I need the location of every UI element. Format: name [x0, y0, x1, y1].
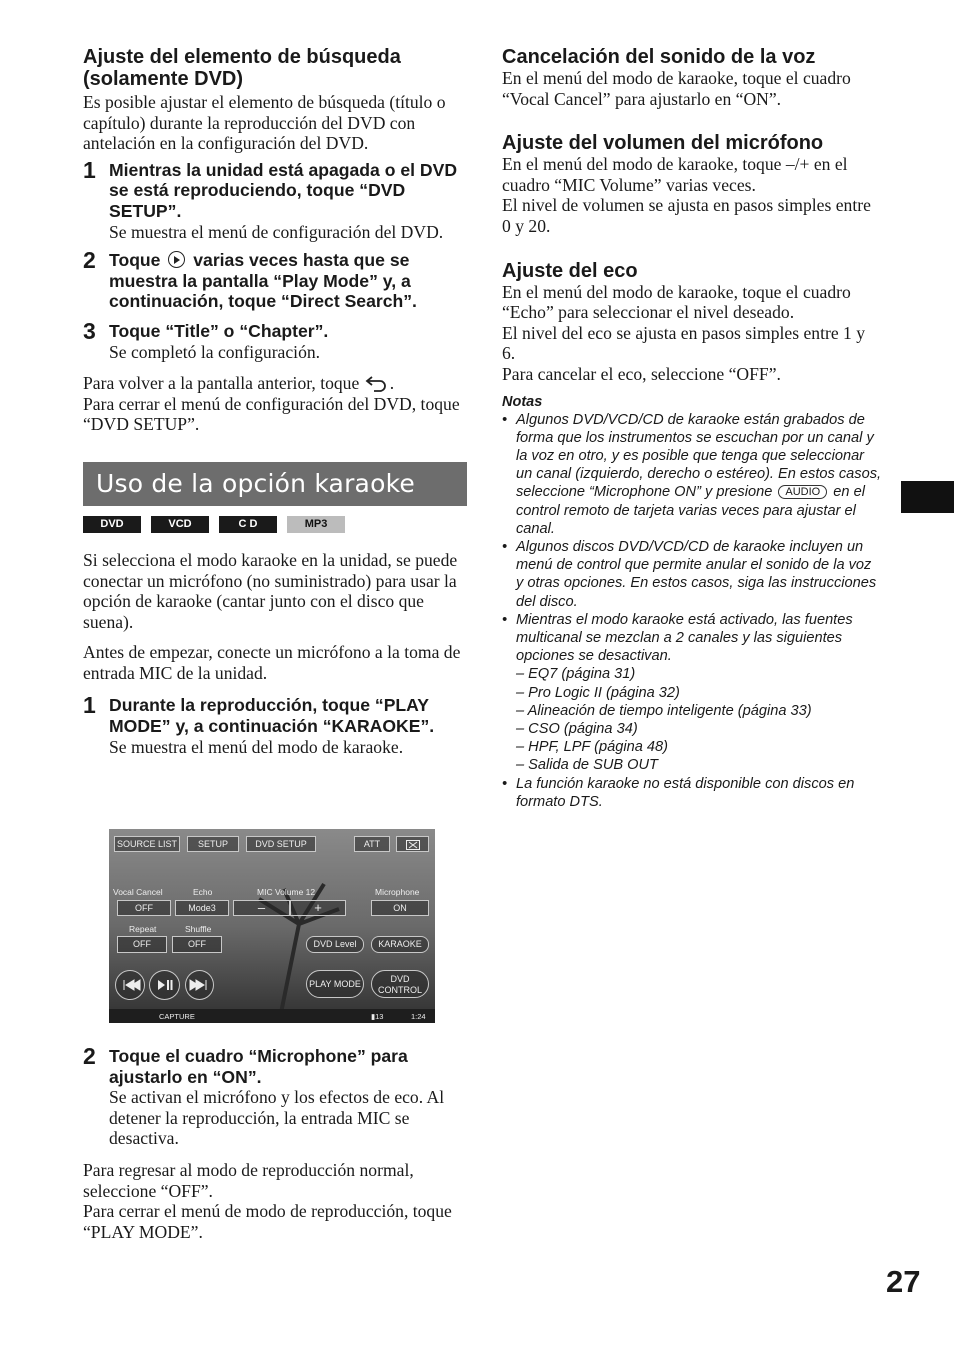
note-subitem: – Salida de SUB OUT: [516, 757, 658, 774]
repeat-button[interactable]: OFF: [117, 936, 167, 953]
mic-volume-minus-button[interactable]: –: [233, 900, 290, 916]
return-normal-instruction: Para regresar al modo de reproducción normal, seleccione “OFF”.: [83, 1159, 414, 1201]
play-mode-button[interactable]: PLAY MODE: [306, 970, 364, 998]
badge-mp3: MP3: [287, 516, 345, 533]
close-button[interactable]: [396, 836, 429, 852]
step-title-part: Toque: [109, 250, 161, 271]
karaoke-step-2: [83, 1043, 467, 1149]
play-pause-icon: [150, 971, 179, 999]
badge-dvd: DVD: [83, 516, 141, 533]
microphone-button[interactable]: ON: [371, 900, 429, 916]
note-item: [502, 611, 882, 666]
shuffle-button[interactable]: OFF: [172, 936, 222, 953]
left-column: [83, 46, 467, 757]
back-instruction: [83, 373, 467, 394]
step-number: 3: [83, 317, 96, 344]
note-subitem: – EQ7 (página 31): [516, 666, 636, 683]
bullet: •: [502, 775, 508, 792]
echo-text-2: El nivel del eco se ajusta en pasos simples entre 1 y 6.: [502, 322, 866, 364]
dvd-setup-button[interactable]: DVD SETUP: [246, 836, 316, 852]
echo-text-3: Para cancelar el eco, seleccione “OFF”.: [502, 363, 781, 384]
mic-volume-label: [257, 887, 315, 897]
source-list-button[interactable]: SOURCE LIST: [114, 836, 180, 852]
page-number: 27: [886, 1264, 921, 1299]
play-icon: [168, 251, 185, 268]
step-desc: Se muestra el menú del modo de karaoke.: [109, 736, 404, 757]
mic-volume-plus-button[interactable]: +: [290, 900, 346, 916]
dvd-control-button[interactable]: DVD CONTROL: [371, 970, 429, 998]
microphone-label: Microphone: [375, 887, 420, 897]
note-text: Algunos discos DVD/VCD/CD de karaoke incluyen un menú de control que permite anular el sonido de la voz y otras opciones. En estos casos, siga las instrucciones del disco.: [516, 538, 877, 610]
karaoke-step-1: [83, 692, 467, 757]
track-number: ▮13: [371, 1012, 384, 1021]
track-number-value: 13: [375, 1012, 384, 1021]
karaoke-mic-prep: Antes de empezar, conecte un micrófono a la toma de entrada MIC de la unidad.: [83, 642, 461, 683]
note-text: Algunos DVD/VCD/CD de karaoke están grabados de forma que los instrumentos se escuchan por un canal y la voz en otro, y es posible que tenga que seleccionar un canal (izquierdo, derecho o estéreo). En estos casos, seleccione “Microphone ON” y presione: [516, 411, 882, 501]
right-column: [502, 46, 882, 811]
bullet: •: [502, 611, 508, 628]
step-desc: Se muestra el menú de configuración del DVD.: [109, 221, 444, 242]
echo-text-1: En el menú del modo de karaoke, toque el cuadro “Echo” para seleccionar el nivel deseado.: [502, 281, 851, 323]
note-subitem: – Alineación de tiempo inteligente (página 33): [516, 702, 812, 719]
att-button[interactable]: ATT: [354, 836, 390, 852]
close-play-mode-instruction: Para cerrar el menú de modo de reproducción, toque “PLAY MODE”.: [83, 1201, 452, 1242]
step-3: [83, 317, 467, 362]
heading-echo: Ajuste del eco: [502, 259, 638, 282]
step-number: 1: [83, 156, 96, 183]
repeat-label: Repeat: [129, 924, 157, 934]
skip-back-icon: [116, 971, 144, 999]
search-item-intro: Es posible ajustar el elemento de búsqueda (título o capítulo) durante la reproducción del DVD con antelación en la configuración del DVD.: [83, 92, 446, 154]
vocal-cancel-button[interactable]: OFF: [117, 900, 171, 916]
step-title: Mientras la unidad está apagada o el DVD se está reproduciendo, toque “DVD SETUP”.: [109, 159, 458, 221]
note-subitem: – Pro Logic II (página 32): [516, 684, 680, 701]
dvd-level-button[interactable]: DVD Level: [306, 936, 364, 953]
karaoke-intro: Si selecciona el modo karaoke en la unidad, se puede conectar un micrófono (no suministrado) para usar la opción de karaoke (cantar junto con el disco que suena).: [83, 549, 458, 632]
heading-mic-volume: Ajuste del volumen del micrófono: [502, 132, 824, 155]
audio-key-label: AUDIO: [778, 485, 827, 499]
note-item: [502, 411, 882, 538]
step-number: 2: [83, 247, 96, 274]
step-number: 2: [83, 1043, 96, 1069]
next-button[interactable]: [185, 970, 214, 1000]
close-icon: [406, 840, 420, 850]
bullet: •: [502, 411, 508, 428]
note-item: [502, 538, 882, 611]
notes-title: Notas: [502, 393, 543, 410]
karaoke-button[interactable]: KARAOKE: [371, 936, 429, 953]
step-desc: Se completó la configuración.: [109, 341, 321, 362]
note-text: La función karaoke no está disponible con discos en formato DTS.: [516, 775, 855, 810]
step-1: [83, 156, 467, 242]
step-2: [83, 247, 467, 312]
setup-button[interactable]: SETUP: [187, 836, 239, 852]
note-text: Mientras el modo karaoke está activado, las fuentes multicanal se mezclan a 2 canales y las siguientes opciones se desactivan.: [516, 611, 853, 665]
vocal-cancel-text: En el menú del modo de karaoke, toque el cuadro “Vocal Cancel” para ajustarlo en “ON”.: [502, 68, 851, 109]
heading-vocal-cancel: Cancelación del sonido de la voz: [502, 46, 816, 68]
bullet: •: [502, 538, 508, 555]
section-banner-karaoke: Uso de la opción karaoke: [83, 462, 467, 506]
badge-vcd: VCD: [151, 516, 209, 533]
step-title: [109, 250, 467, 312]
capture-label[interactable]: CAPTURE: [159, 1012, 195, 1021]
vocal-cancel-label: Vocal Cancel: [113, 887, 163, 897]
play-pause-button[interactable]: [149, 970, 180, 1000]
mic-volume-text-2: El nivel de volumen se ajusta en pasos simples entre 0 y 20.: [502, 195, 871, 236]
chapter-tab-marker: [901, 481, 954, 513]
note-subitem: – HPF, LPF (página 48): [516, 739, 668, 756]
note-text: en el control remoto de tarjeta varias veces para ajustar el canal.: [516, 484, 865, 537]
step-desc: Se activan el micrófono y los efectos de eco. Al detener la reproducción, la entrada MIC se desactiva.: [109, 1087, 445, 1149]
media-badges: [83, 516, 467, 533]
step-title: Toque “Title” o “Chapter”.: [109, 320, 329, 341]
badge-cd: C D: [219, 516, 277, 533]
previous-button[interactable]: [115, 970, 145, 1000]
step-number: 1: [83, 692, 96, 719]
mic-volume-value: 12: [305, 887, 316, 897]
left-column-bottom: [83, 1043, 467, 1242]
back-text-end: .: [389, 373, 395, 394]
skip-forward-icon: [186, 971, 213, 999]
section-title-search-item: Ajuste del elemento de búsqueda (solamente DVD): [83, 46, 401, 90]
elapsed-time: 1:24: [411, 1012, 426, 1021]
step-title: Toque el cuadro “Microphone” para ajustarlo en “ON”.: [109, 1046, 408, 1087]
mic-volume-text: MIC Volume: [257, 887, 304, 897]
mic-volume-text-1: En el menú del modo de karaoke, toque –/+ en el cuadro “MIC Volume” varias veces.: [502, 154, 848, 195]
notes-list: [502, 411, 882, 811]
close-instruction: Para cerrar el menú de configuración del DVD, toque “DVD SETUP”.: [83, 393, 460, 435]
step-title: Durante la reproducción, toque “PLAY MODE” y, a continuación “KARAOKE”.: [109, 695, 435, 737]
back-text: Para volver a la pantalla anterior, toque: [83, 373, 360, 394]
back-arrow-icon: [364, 374, 390, 392]
echo-label: Echo: [193, 887, 213, 897]
step-title-part: varias veces hasta que se muestra la pantalla “Play Mode” y, a continuación, toque “Direct Search”.: [109, 250, 417, 312]
echo-button[interactable]: Mode3: [175, 900, 229, 916]
note-subitem: – CSO (página 34): [516, 720, 638, 737]
note-item: [502, 775, 882, 811]
karaoke-menu-screenshot: [109, 829, 435, 1023]
shuffle-label: Shuffle: [185, 924, 212, 934]
